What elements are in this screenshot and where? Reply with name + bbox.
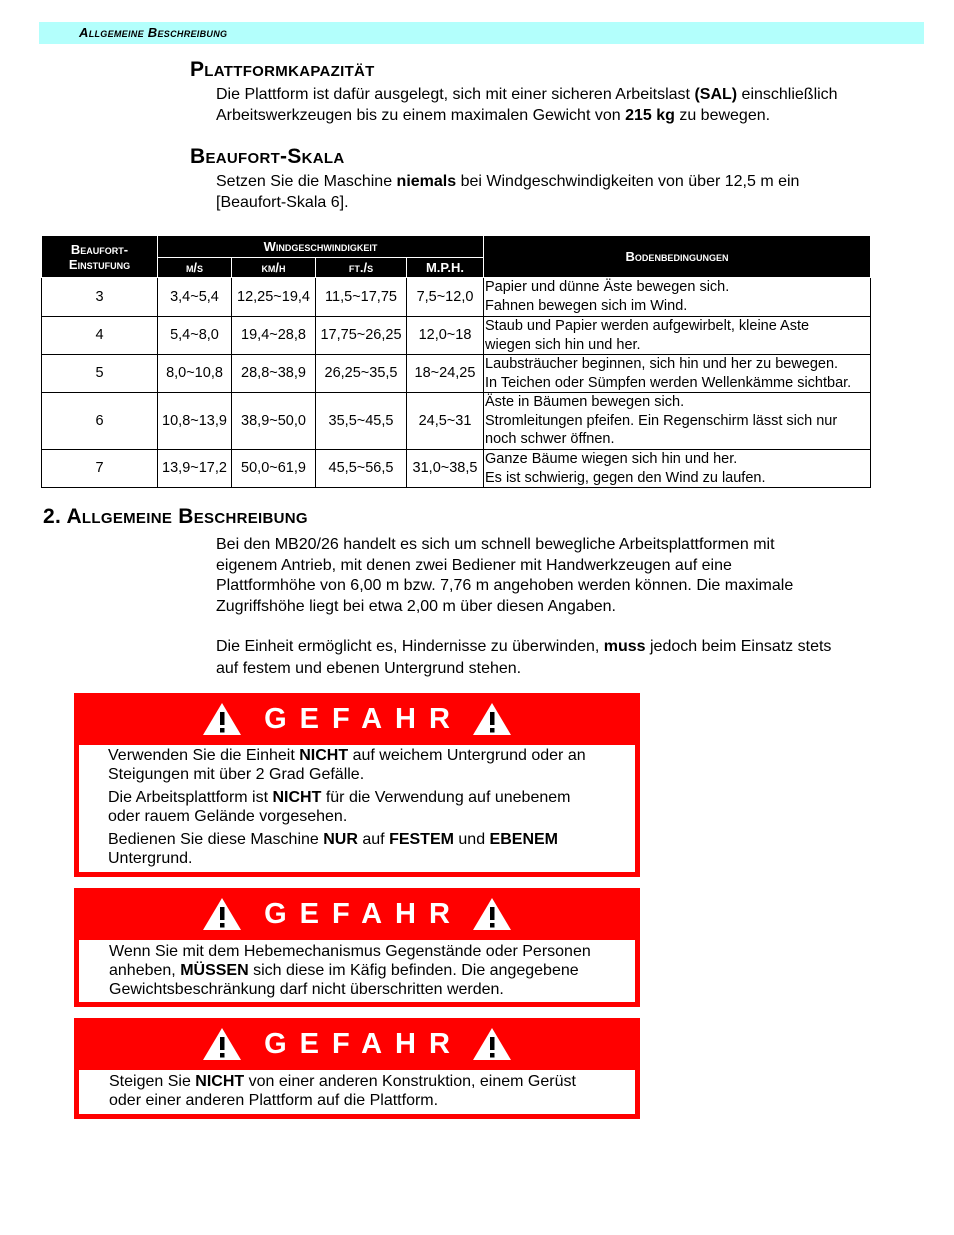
danger-body-3: Steigen Sie NICHT von einer anderen Konstruktion, einem Gerüst oder einer anderen Plattform auf die Plattform. [79,1070,635,1114]
sub-mph-header: M.P.H. [407,258,484,278]
danger-box-3 [74,1018,640,1119]
danger-title: GEFAHR [74,693,640,745]
sub-kmh-header: km/h [232,258,316,278]
sub-fts-header: ft./s [316,258,407,278]
warning-icon [202,897,242,931]
table-row: 5 8,0~10,8 28,8~38,9 26,25~35,5 18~24,25 Laubsträucher beginnen, sich hin und her zu bewegen. In Teichen oder Sümpfen werden Wellenkämme sichtbar. [42,355,871,393]
sub-ms-header: m/s [158,258,232,278]
danger-body-1: Verwenden Sie die Einheit NICHT auf weichem Untergrund oder an Steigungen mit über 2 Grad Gefälle. Die Arbeitsplattform ist NICHT für die Verwendung auf unebenem oder rauem Gelände vorgesehen. Bedienen Sie diese Maschine NUR auf FESTEM und EBENEM Untergrund. [79,745,635,872]
col-wind-header: Windgeschwindigkeit [158,236,484,258]
beaufort-heading: Beaufort-Skala [190,145,345,168]
running-header-title: Allgemeine Beschreibung [79,25,228,40]
general-para2: Die Einheit ermöglicht es, Hindernisse zu überwinden, muss jedoch beim Einsatz stets auf festem und ebenen Untergrund stehen. [216,638,832,677]
beaufort-text: Setzen Sie die Maschine niemals bei Windgeschwindigkeiten von über 12,5 m ein [Beaufort-Skala 6]. [216,173,800,211]
beaufort-table [41,235,871,488]
danger-box-1 [74,693,640,877]
danger-box-2 [74,888,640,1007]
running-header [39,22,924,44]
table-row: 4 5,4~8,0 19,4~28,8 17,75~26,25 12,0~18 Staub und Papier werden aufgewirbelt, kleine Aste wiegen sich hin und her. [42,317,871,355]
warning-icon [472,897,512,931]
warning-icon [472,1027,512,1061]
capacity-heading: Plattformkapazität [190,58,375,81]
col-ground-header: Bodenbedingungen [484,236,871,278]
warning-icon [202,1027,242,1061]
table-row: 6 10,8~13,9 38,9~50,0 35,5~45,5 24,5~31 Äste in Bäumen bewegen sich. Stromleitungen pfeifen. Ein Regenschirm lässt sich nur noch schwer öffnen. [42,393,871,450]
table-row: 3 3,4~5,4 12,25~19,4 11,5~17,75 7,5~12,0 Papier und dünne Äste bewegen sich. Fahnen bewegen sich im Wind. [42,278,871,317]
danger-title: GEFAHR [74,888,640,940]
general-para1: Bei den MB20/26 handelt es sich um schnell bewegliche Arbeitsplattformen mit eigenem Antrieb, mit denen zwei Bediener mit Handwerkzeugen auf eine Plattformhöhe von 6,00 m bzw. 7,76 m angehoben werden können. Die maximale Zugriffshöhe liegt bei etwa 2,00 m über diesen Angaben. [216,536,794,615]
warning-icon [202,702,242,736]
danger-body-2: Wenn Sie mit dem Hebemechanismus Gegenstände oder Personen anheben, MÜSSEN sich diese im Käfig befinden. Die angegebene Gewichtsbeschränkung darf nicht überschritten werden. [79,940,635,1002]
capacity-text: Die Plattform ist dafür ausgelegt, sich mit einer sicheren Arbeitslast (SAL) einschließlich Arbeitswerkzeugen bis zu einem maximalen Gewicht von 215 kg zu bewegen. [216,86,838,124]
table-row: 7 13,9~17,2 50,0~61,9 45,5~56,5 31,0~38,5 Ganze Bäume wiegen sich hin und her. Es ist schwierig, gegen den Wind zu laufen. [42,450,871,488]
danger-title: GEFAHR [74,1018,640,1070]
general-heading: 2. Allgemeine Beschreibung [43,505,308,528]
warning-icon [472,702,512,736]
col-beaufort-header: Beaufort- Einstufung [42,236,158,278]
